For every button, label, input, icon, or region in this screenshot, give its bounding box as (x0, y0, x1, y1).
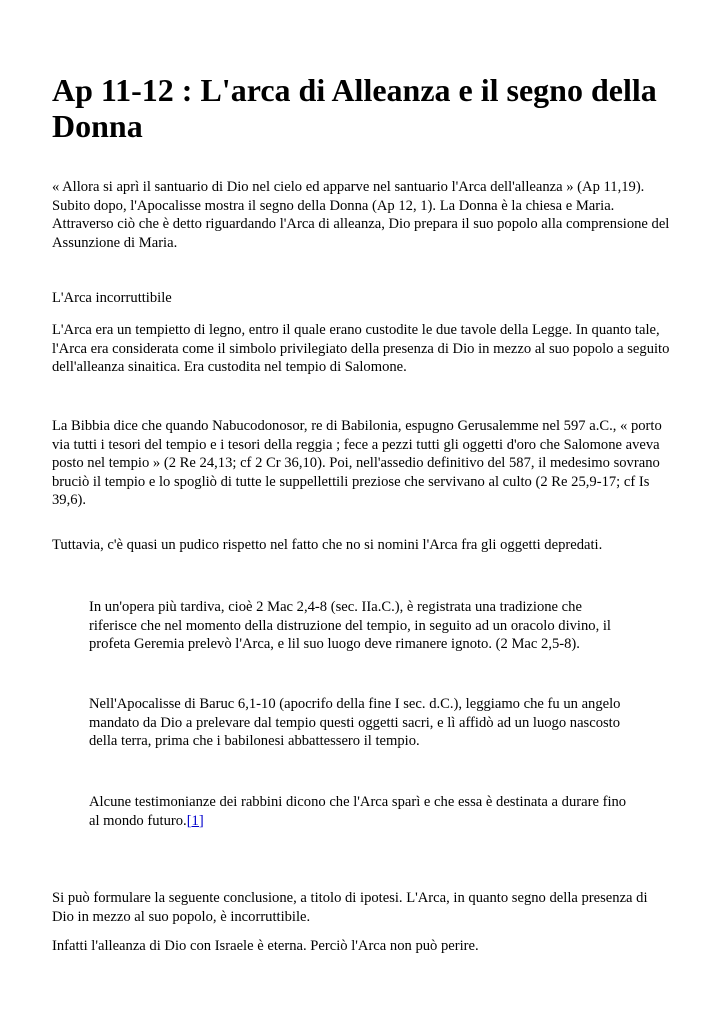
tuttavia-paragraph: Tuttavia, c'è quasi un pudico rispetto nel fatto che no si nomini l'Arca fra gli oggetti depredati. (52, 537, 603, 553)
maccabei-paragraph: In un'opera più tardiva, cioè 2 Mac 2,4-8 (sec. IIa.C.), è registrata una tradizione che riferisce che nel momento della distruzione del tempio, in seguito ad un oracolo divino, il profeta Geremia prelevò l'Arca, e lil suo luogo deve rimanere ignoto. (2 Mac 2,5-8). (89, 599, 611, 652)
baruc-paragraph: Nell'Apocalisse di Baruc 6,1-10 (apocrifo della fine I sec. d.C.), leggiamo che fu un angelo mandato da Dio a prelevare dal tempio questi oggetti sacri, e lì affidò ad un luogo nascosto della terra, prima che i babilonesi abbattessero il tempio. (89, 696, 621, 749)
rabbini-text: Alcune testimonianze dei rabbini dicono che l'Arca sparì e che essa è destinata a durare fino al mondo futuro. (89, 794, 627, 829)
rabbini-paragraph (89, 793, 629, 830)
section-heading: L'Arca incorruttibile (52, 290, 172, 306)
arca-description-paragraph: L'Arca era un tempietto di legno, entro il quale erano custodite le due tavole della Legge. In quanto tale, l'Arca era considerata come il simbolo privilegiato della presenza di Dio in mezzo al suo popolo a seguito dell'alleanza sinaitica. Era custodita nel tempio di Salomone. (52, 322, 670, 375)
conclusione-paragraph: Si può formulare la seguente conclusione, a titolo di ipotesi. L'Arca, in quanto segno della presenza di Dio in mezzo al suo popolo, è incorruttibile. (52, 890, 648, 925)
footnote-link[interactable]: [1] (186, 812, 204, 829)
intro-paragraph: « Allora si aprì il santuario di Dio nel cielo ed apparve nel santuario l'Arca dell'alleanza » (Ap 11,19). Subito dopo, l'Apocalisse mostra il segno della Donna (Ap 12, 1). La Donna è la chiesa e Maria. Attraverso ciò che è detto riguardando l'Arca di alleanza, Dio prepara il suo popolo alla comprensione del Assunzione di Maria. (52, 179, 670, 251)
page-title: Ap 11-12 : L'arca di Alleanza e il segno della Donna (52, 72, 657, 144)
bibbia-paragraph: La Bibbia dice che quando Nabucodonosor, re di Babilonia, espugno Gerusalemme nel 597 a.C., « porto via tutti i tesori del tempio e i tesori della reggia ; fece a pezzi tutti gli oggetti d'oro che Salomone aveva posto nel tempio » (2 Re 24,13; cf 2 Cr 36,10). Poi, nell'assedio definitivo del 587, il medesimo sovrano bruciò il tempio e lo spogliò di tutte le suppellettili preziose che servivano al culto (2 Re 25,9-17; cf Is 39,6). (52, 418, 662, 508)
infatti-paragraph: Infatti l'alleanza di Dio con Israele è eterna. Perciò l'Arca non può perire. (52, 938, 479, 954)
